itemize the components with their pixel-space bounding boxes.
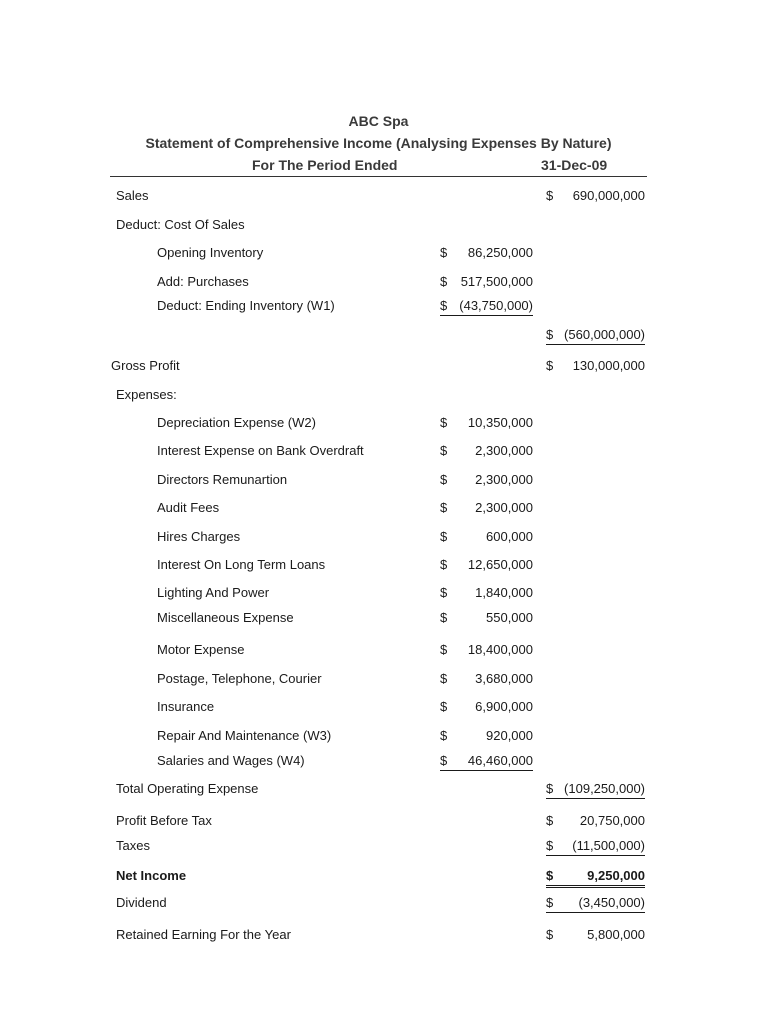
expenses-heading-row	[0, 387, 768, 407]
interest-loans-row	[0, 557, 768, 577]
sales-row	[0, 188, 768, 208]
currency-symbol: $	[546, 327, 554, 342]
lighting-row	[0, 585, 768, 605]
currency-symbol: $	[440, 415, 448, 430]
row-amount	[440, 415, 533, 432]
taxes-row	[0, 838, 768, 858]
currency-symbol: $	[440, 642, 448, 657]
row-label: Net Income	[116, 868, 187, 883]
amount-value: (560,000,000)	[564, 327, 645, 342]
amount-value: 9,250,000	[587, 868, 645, 883]
amount-value: 2,300,000	[475, 443, 533, 458]
row-label: Total Operating Expense	[116, 781, 259, 796]
row-amount	[546, 188, 645, 205]
row-amount	[546, 781, 645, 799]
motor-row	[0, 642, 768, 662]
row-label: Postage, Telephone, Courier	[157, 671, 322, 686]
currency-symbol: $	[546, 868, 554, 883]
row-amount	[440, 529, 533, 546]
currency-symbol: $	[546, 838, 554, 853]
currency-symbol: $	[440, 671, 448, 686]
row-amount	[440, 557, 533, 574]
audit-fees-row	[0, 500, 768, 520]
company-title: ABC Spa	[348, 113, 409, 129]
repair-row	[0, 728, 768, 748]
row-amount	[440, 699, 533, 716]
row-label: Gross Profit	[111, 358, 180, 373]
currency-symbol: $	[546, 813, 554, 828]
period-header	[110, 157, 647, 175]
row-label: Add: Purchases	[157, 274, 249, 289]
row-amount	[440, 671, 533, 688]
amount-value: (43,750,000)	[459, 298, 533, 313]
currency-symbol: $	[440, 443, 448, 458]
row-amount	[440, 298, 533, 316]
purchases-row	[0, 274, 768, 294]
row-label: Taxes	[116, 838, 150, 853]
row-label: Insurance	[157, 699, 215, 714]
currency-symbol: $	[440, 500, 448, 515]
row-amount	[546, 895, 645, 913]
row-amount	[440, 274, 533, 291]
amount-value: 18,400,000	[467, 642, 533, 657]
row-label: Salaries and Wages (W4)	[157, 753, 305, 768]
amount-value: 690,000,000	[572, 188, 645, 203]
row-label: Audit Fees	[157, 500, 220, 515]
amount-value: 517,500,000	[460, 274, 533, 289]
row-label: Interest On Long Term Loans	[157, 557, 326, 572]
cost-of-sales-row	[0, 217, 768, 237]
row-label: Opening Inventory	[157, 245, 264, 260]
row-amount	[440, 472, 533, 489]
opening-inventory-row	[0, 245, 768, 265]
row-amount	[440, 500, 533, 517]
row-amount	[546, 327, 645, 345]
dividend-row	[0, 895, 768, 915]
cost-total-row	[0, 327, 768, 347]
row-amount	[440, 753, 533, 771]
row-label: Deduct: Ending Inventory (W1)	[157, 298, 335, 313]
profit-before-tax-row	[0, 813, 768, 833]
amount-value: 10,350,000	[467, 415, 533, 430]
amount-value: (109,250,000)	[564, 781, 645, 796]
gross-profit-row	[0, 358, 768, 378]
row-label: Deduct: Cost Of Sales	[116, 217, 245, 232]
amount-value: (11,500,000)	[572, 838, 645, 853]
row-label: Retained Earning For the Year	[116, 927, 291, 942]
amount-value: 130,000,000	[572, 358, 645, 373]
row-amount	[440, 245, 533, 262]
row-label: Miscellaneous Expense	[157, 610, 294, 625]
insurance-row	[0, 699, 768, 719]
misc-row	[0, 610, 768, 630]
row-label: Repair And Maintenance (W3)	[157, 728, 332, 743]
row-label: Depreciation Expense (W2)	[157, 415, 316, 430]
currency-symbol: $	[440, 610, 448, 625]
currency-symbol: $	[440, 585, 448, 600]
amount-value: 1,840,000	[475, 585, 533, 600]
amount-value: (3,450,000)	[578, 895, 645, 910]
currency-symbol: $	[440, 245, 448, 260]
currency-symbol: $	[440, 274, 448, 289]
amount-value: 86,250,000	[467, 245, 533, 260]
hires-row	[0, 529, 768, 549]
directors-row	[0, 472, 768, 492]
amount-value: 5,800,000	[587, 927, 645, 942]
header-rule	[110, 176, 647, 177]
row-amount	[440, 443, 533, 460]
currency-symbol: $	[440, 529, 448, 544]
row-amount	[546, 838, 645, 856]
row-label: Hires Charges	[157, 529, 241, 544]
row-label: Dividend	[116, 895, 167, 910]
row-label: Profit Before Tax	[116, 813, 212, 828]
row-label: Expenses:	[116, 387, 177, 402]
currency-symbol: $	[546, 927, 554, 942]
row-amount	[440, 642, 533, 659]
row-amount	[546, 813, 645, 830]
postage-row	[0, 671, 768, 691]
retained-earning-row	[0, 927, 768, 947]
amount-value: 3,680,000	[475, 671, 533, 686]
row-label: Interest Expense on Bank Overdraft	[157, 443, 364, 458]
depreciation-row	[0, 415, 768, 435]
amount-value: 20,750,000	[579, 813, 645, 828]
currency-symbol: $	[440, 557, 448, 572]
row-amount	[546, 868, 645, 888]
period-date: 31-Dec-09	[541, 157, 608, 173]
row-amount	[546, 927, 645, 944]
amount-value: 550,000	[486, 610, 533, 625]
amount-value: 46,460,000	[467, 753, 533, 768]
row-amount	[440, 585, 533, 602]
row-label: Lighting And Power	[157, 585, 270, 600]
row-label: Directors Remunartion	[157, 472, 288, 487]
amount-value: 2,300,000	[475, 472, 533, 487]
currency-symbol: $	[546, 781, 554, 796]
interest-overdraft-row	[0, 443, 768, 463]
ending-inventory-row	[0, 298, 768, 318]
period-label: For The Period Ended	[252, 157, 398, 173]
currency-symbol: $	[440, 699, 448, 714]
statement-title: Statement of Comprehensive Income (Analysing Expenses By Nature)	[145, 135, 612, 151]
currency-symbol: $	[546, 895, 554, 910]
amount-value: 920,000	[486, 728, 533, 743]
currency-symbol: $	[546, 188, 554, 203]
amount-value: 6,900,000	[475, 699, 533, 714]
row-amount	[546, 358, 645, 375]
row-amount	[440, 610, 533, 627]
currency-symbol: $	[440, 298, 448, 313]
amount-value: 12,650,000	[467, 557, 533, 572]
net-income-row	[0, 868, 768, 888]
currency-symbol: $	[546, 358, 554, 373]
amount-value: 600,000	[486, 529, 533, 544]
currency-symbol: $	[440, 728, 448, 743]
salaries-row	[0, 753, 768, 773]
row-amount	[440, 728, 533, 745]
total-operating-row	[0, 781, 768, 801]
row-label: Sales	[116, 188, 149, 203]
amount-value: 2,300,000	[475, 500, 533, 515]
currency-symbol: $	[440, 472, 448, 487]
row-label: Motor Expense	[157, 642, 245, 657]
currency-symbol: $	[440, 753, 448, 768]
